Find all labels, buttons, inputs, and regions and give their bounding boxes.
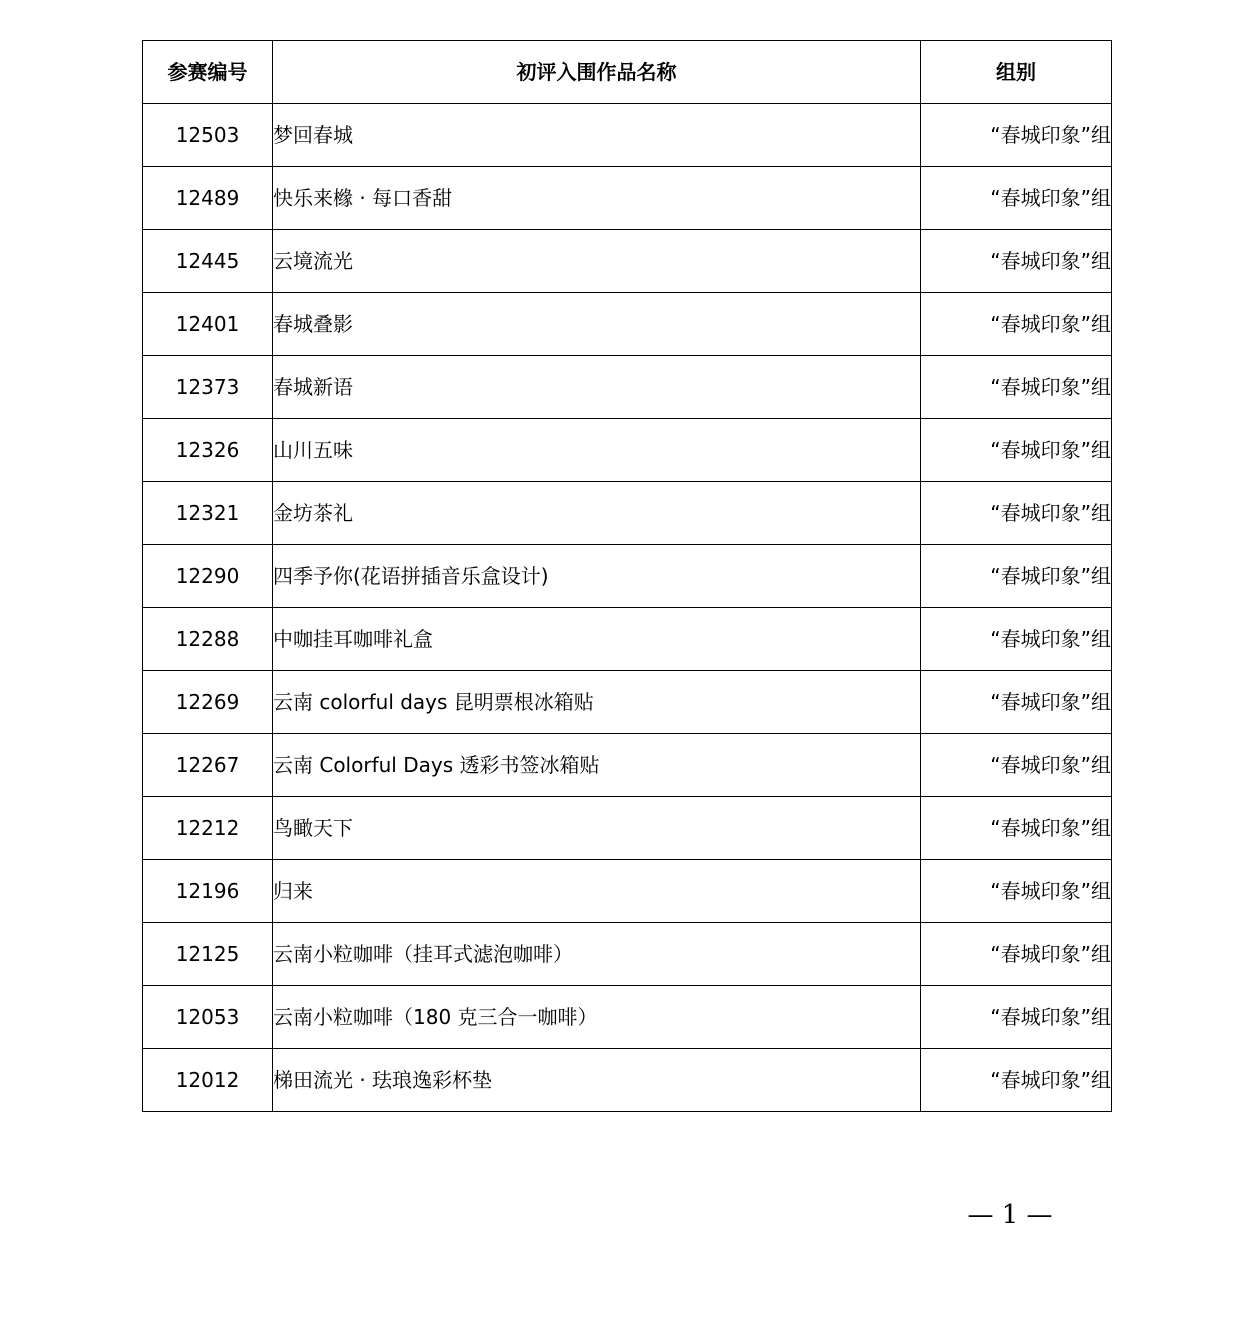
group-name: “春城印象”组: [921, 923, 1112, 986]
table-row: [143, 923, 1112, 986]
group-name: “春城印象”组: [921, 230, 1112, 293]
entry-number: 12321: [143, 482, 273, 545]
entry-number: 12012: [143, 1049, 273, 1112]
work-name: 金坊茶礼: [273, 482, 921, 545]
group-name: “春城印象”组: [921, 797, 1112, 860]
work-name: 中咖挂耳咖啡礼盒: [273, 608, 921, 671]
table-row: [143, 986, 1112, 1049]
work-name: 四季予你(花语拼插音乐盒设计): [273, 545, 921, 608]
entry-number: 12489: [143, 167, 273, 230]
header-entry-number: 参赛编号: [143, 41, 273, 104]
table-row: [143, 797, 1112, 860]
work-name: 云南小粒咖啡（180 克三合一咖啡）: [273, 986, 921, 1049]
table-row: [143, 608, 1112, 671]
table-row: [143, 104, 1112, 167]
entry-number: 12290: [143, 545, 273, 608]
entry-number: 12373: [143, 356, 273, 419]
table-row: [143, 671, 1112, 734]
group-name: “春城印象”组: [921, 167, 1112, 230]
header-row: [143, 41, 1112, 104]
entry-number: 12125: [143, 923, 273, 986]
table-row: [143, 356, 1112, 419]
group-name: “春城印象”组: [921, 1049, 1112, 1112]
table-row: [143, 482, 1112, 545]
work-name: 云境流光: [273, 230, 921, 293]
work-name: 鸟瞰天下: [273, 797, 921, 860]
work-name: 云南小粒咖啡（挂耳式滤泡咖啡）: [273, 923, 921, 986]
work-name: 梯田流光 · 珐琅逸彩杯垫: [273, 1049, 921, 1112]
table-row: [143, 545, 1112, 608]
table-body: [143, 104, 1112, 1112]
work-name: 梦回春城: [273, 104, 921, 167]
entry-number: 12503: [143, 104, 273, 167]
table-row: [143, 1049, 1112, 1112]
table-row: [143, 167, 1112, 230]
table-row: [143, 860, 1112, 923]
entry-number: 12212: [143, 797, 273, 860]
work-name: 归来: [273, 860, 921, 923]
header-work-name: 初评入围作品名称: [273, 41, 921, 104]
group-name: “春城印象”组: [921, 419, 1112, 482]
group-name: “春城印象”组: [921, 104, 1112, 167]
entry-number: 12053: [143, 986, 273, 1049]
table-row: [143, 419, 1112, 482]
header-group: 组别: [921, 41, 1112, 104]
table-header: [143, 41, 1112, 104]
work-name: 山川五味: [273, 419, 921, 482]
table-row: [143, 230, 1112, 293]
table-row: [143, 734, 1112, 797]
group-name: “春城印象”组: [921, 860, 1112, 923]
entry-number: 12267: [143, 734, 273, 797]
group-name: “春城印象”组: [921, 482, 1112, 545]
group-name: “春城印象”组: [921, 671, 1112, 734]
entry-number: 12269: [143, 671, 273, 734]
group-name: “春城印象”组: [921, 356, 1112, 419]
table-row: [143, 293, 1112, 356]
entry-number: 12326: [143, 419, 273, 482]
group-name: “春城印象”组: [921, 545, 1112, 608]
work-name: 云南 Colorful Days 透彩书签冰箱贴: [273, 734, 921, 797]
group-name: “春城印象”组: [921, 734, 1112, 797]
work-name: 春城新语: [273, 356, 921, 419]
work-name: 春城叠影: [273, 293, 921, 356]
work-name: 快乐来橼 · 每口香甜: [273, 167, 921, 230]
group-name: “春城印象”组: [921, 986, 1112, 1049]
entry-number: 12196: [143, 860, 273, 923]
group-name: “春城印象”组: [921, 293, 1112, 356]
entry-number: 12401: [143, 293, 273, 356]
entry-number: 12288: [143, 608, 273, 671]
entry-number: 12445: [143, 230, 273, 293]
group-name: “春城印象”组: [921, 608, 1112, 671]
work-name: 云南 colorful days 昆明票根冰箱贴: [273, 671, 921, 734]
page-number: — 1 —: [967, 1200, 1053, 1230]
entries-table: [142, 40, 1112, 1112]
